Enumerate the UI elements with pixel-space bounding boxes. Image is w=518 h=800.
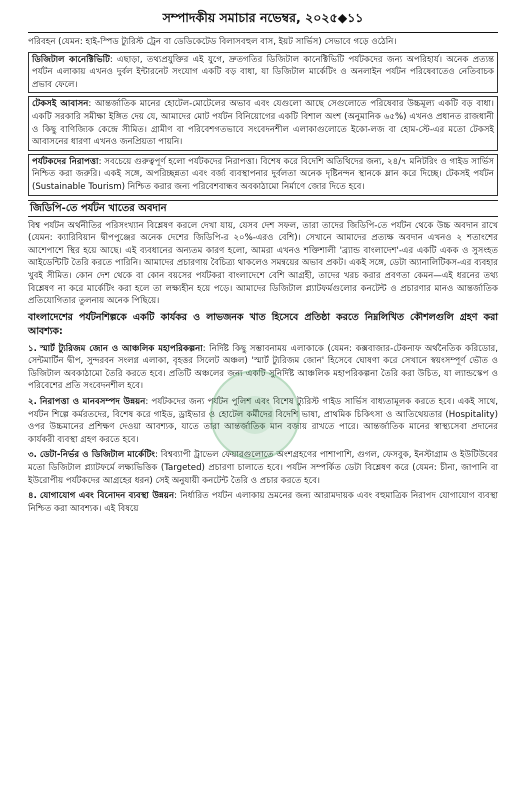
connectivity-box bbox=[28, 52, 498, 94]
list-item bbox=[28, 396, 498, 446]
list-item bbox=[28, 343, 498, 393]
gdp-paragraph: বিশ্ব পর্যটন অর্থনীতির পরিসংখ্যান বিশ্লেষণ করলে দেখা যায়, যেসব দেশ সফল, তারা তাদের জিডিপি-তে পর্যটন থেকে উচ্চ অবদান রাখে (যেমন: ক্যারিবিয়ান দ্বীপপুঞ্জের অনেক দেশের জিডিপি-র ২০%-এরও বেশি)। সেখানে আমাদের প্রত্যক্ষ অবদান এখনও ২ শতাংশের আশেপাশে স্থির হয়ে আছে। এই ব্যবধানের অন্যতম কারণ হলো, আমরা এখনও শক্তিশালী 'ব্র্যান্ড বাংলাদেশ'-এর একটি একক ও সুসংহত আইডেন্টিটি তৈরি করতে পারিনি। আমাদের প্রচারণায় বৈচিত্র্য থাকলেও সমন্বয়ের অভাব প্রকট। একই সঙ্গে, ডেটা অ্যানালিটিকস-এর ব্যবহার খুবই সীমিত। কোন দেশ থেকে বা কোন বয়সের পর্যটকরা বাংলাদেশে বেশি আগ্রহী, তাদের খরচ করার প্রবণতা কেমন—এই ধরনের তথ্য বিশ্লেষণ না করে মার্কেটিং করা হলে তা লক্ষ্যহীন হয়ে পড়ে। আমাদের ডিজিটাল প্ল্যাটফর্মগুলোর কনটেন্ট ও প্রচারণার মানও আন্তর্জাতিক প্রতিযোগিতার তুলনায় অনেক পিছিয়ে। bbox=[28, 220, 498, 307]
item-text: : নির্দিষ্ট কিছু সম্ভাবনাময় এলাকাকে (যেমন: কক্সবাজার-টেকনাফ অর্থনৈতিক করিডোর, সেন্টমার্টিন দ্বীপ, সুন্দরবন সংলগ্ন এলাকা, বৃহত্তর সিলেট অঞ্চল) 'স্মার্ট ট্যুরিজম জোন' হিসেবে ঘোষণা করে সেখানে স্বয়ংসম্পূর্ণ ভৌত ও ডিজিটাল অবকাঠামো তৈরি করতে হবে। প্রতিটি অঞ্চলের জন্য একটি সুনির্দিষ্ট আঞ্চলিক মহাপরিকল্পনা তৈরি করা উচিত, যা ল্যান্ডস্কেপ ও পরিবেশের প্রতি সংবেদনশীল হবে। bbox=[28, 343, 498, 392]
paragraph-text: : আন্তর্জাতিক মানের হোটেল-মোটেলের অভাব এবং যেগুলো আছে সেগুলোতে পরিষেবার উচ্চমূল্য একটি বড় বাধা। একটি সরকারি সমীক্ষা ইঙ্গিত দেয় যে, আমাদের মোট পর্যটন বিনিয়োগের একটি বিশাল অংশ (অনুমানিক ৬৫%) এখনও প্রধানত রাজধানী ও কিছু বাণিজ্যিক কেন্দ্রে সীমিত। গ্রামীণ বা পরিবেশগতভাবে সংবেদনশীল এলাকাগুলোতে ইকো-লজ বা হোম-স্টে-এর মতো টেকসই আবাসনের ধারণা এখনও জনপ্রিয়তা পায়নি। bbox=[32, 99, 494, 148]
strategy-list bbox=[28, 343, 498, 516]
intro-paragraph: পরিবহন (যেমন: হাই-স্পিড ট্যুরিস্ট ট্রেন বা ডেডিকেটেড বিলাসবহুল বাস, ইয়ট সার্ভিস) সেভাবে গড়ে ওঠেনি। bbox=[28, 37, 397, 47]
paragraph-lead: ডিজিটাল কানেক্টিভিটি bbox=[32, 54, 110, 65]
item-lead: যোগাযোগ এবং বিনোদন ব্যবস্থা উন্নয়ন bbox=[39, 491, 175, 502]
item-number: ২. bbox=[28, 397, 37, 408]
item-number: ৪. bbox=[28, 491, 37, 502]
list-item bbox=[28, 449, 498, 487]
section-heading: জিডিপি-তে পর্যটন খাতের অবদান bbox=[28, 200, 498, 217]
item-text: : বিশ্বব্যাপী ট্রাভেল ফেয়ারগুলোতে অংশগ্রহণের পাশাপাশি, গুগল, ফেসবুক, ইনস্টাগ্রাম ও ইউটিউবের মতো ডিজিটাল প্ল্যাটফর্মে লক্ষ্যভিত্তিক (Targeted) প্রচারণা চালাতে হবে। পর্যটন সম্পর্কিত ডেটা বিশ্লেষণ করে (যেমন: চীনা, জাপানি বা ইউরোপীয় পর্যটকদের আগ্রহের ধরন) সেই অনুযায়ী কনটেন্ট তৈরি ও প্রচার করতে হবে। bbox=[28, 450, 498, 486]
page-header: সম্পাদকীয় সমাচার নভেম্বর, ২০২৫◆১১ bbox=[162, 10, 364, 25]
paragraph-text: : এছাড়া, তথ্যপ্রযুক্তির এই যুগে, দ্রুতগতির ডিজিটাল কানেক্টিভিটি পর্যটকদের জন্য অপরিহার্য। অনেক প্রত্যন্ত পর্যটন এলাকায় এখনও দুর্বল ইন্টারনেট সংযোগ একটি বড় বাধা, যা ডিজিটাল মার্কেটিং ও অনলাইন পর্যটন পরিষেবাতেও নেতিবাচক প্রভাব ফেলে। bbox=[32, 54, 494, 90]
connectivity-paragraph bbox=[32, 54, 494, 92]
item-lead: নিরাপত্তা ও মানবসম্পদ উন্নয়ন bbox=[39, 397, 146, 408]
item-number: ১. bbox=[28, 343, 37, 354]
safety-paragraph bbox=[32, 156, 494, 194]
accommodation-box bbox=[28, 96, 498, 150]
item-text: : পর্যটকদের জন্য পর্যটন পুলিশ এবং বিশেষ ট্যুরিস্ট গাইড সার্ভিস বাধ্যতামূলক করতে হবে। একই সাথে, পর্যটন শিল্পে কর্মরতদের, বিশেষ করে গাইড, ড্রাইভার ও হোটেল কর্মীদের বিদেশি ভাষা, প্রাথমিক চিকিৎসা ও আতিথেয়তার (Hospitality) ওপর উচ্চমানের প্রশিক্ষণ দেওয়া আবশ্যক, যাতে তারা আন্তর্জাতিক মান বজায় রাখতে পারে। আন্তর্জাতিক মানের স্বাস্থ্যসেবা প্রদানের কার্যকরী ব্যবস্থা গ্রহণ করতে হবে। bbox=[28, 397, 498, 445]
item-lead: ডেটা-নির্ভর ও ডিজিটাল মার্কেটিং bbox=[39, 450, 155, 461]
header-rule bbox=[28, 32, 498, 33]
safety-box bbox=[28, 154, 498, 196]
list-item bbox=[28, 490, 498, 515]
paragraph-lead: টেকসই আবাসন bbox=[32, 99, 89, 110]
paragraph-text: : সবচেয়ে গুরুত্বপূর্ণ হলো পর্যটকদের নিরাপত্তা। বিশেষ করে বিদেশি অতিথিদের জন্য, ২৪/৭ মনিটরিং ও গাইড সার্ভিস নিশ্চিত করা জরুরি। একই সঙ্গে, অপরিচ্ছন্নতা এবং বর্জ্য ব্যবস্থাপনার দুর্বলতা অনেক দৃষ্টিনন্দন স্থানকে ম্লান করে দিচ্ছে। টেকসই পর্যটন (Sustainable Tourism) নিশ্চিত করার জন্য পরিবেশবান্ধব অবকাঠামো নির্মাণে জোর দিতে হবে। bbox=[32, 156, 494, 192]
item-lead: স্মার্ট ট্যুরিজম জোন ও আঞ্চলিক মহাপরিকল্পনা bbox=[39, 343, 203, 354]
paragraph-lead: পর্যটকদের নিরাপত্তা bbox=[32, 156, 99, 167]
item-number: ৩. bbox=[28, 450, 37, 461]
strategy-intro: বাংলাদেশের পর্যটনশিল্পকে একটি কার্যকর ও লাভজনক খাত হিসেবে প্রতিষ্ঠা করতে নিম্নলিখিত কৌশলগুলি গ্রহণ করা আবশ্যক: bbox=[28, 311, 498, 337]
accommodation-paragraph bbox=[32, 98, 494, 148]
item-text: : নির্ধারিত পর্যটন এলাকায় ভ্রমনের জন্য আরামদায়ক এবং বহুমাত্রিক নিরাপদ যোগাযোগ ব্যবস্থা নিশ্চিত করা আবশ্যক। এই বিষয়ে bbox=[28, 491, 499, 514]
